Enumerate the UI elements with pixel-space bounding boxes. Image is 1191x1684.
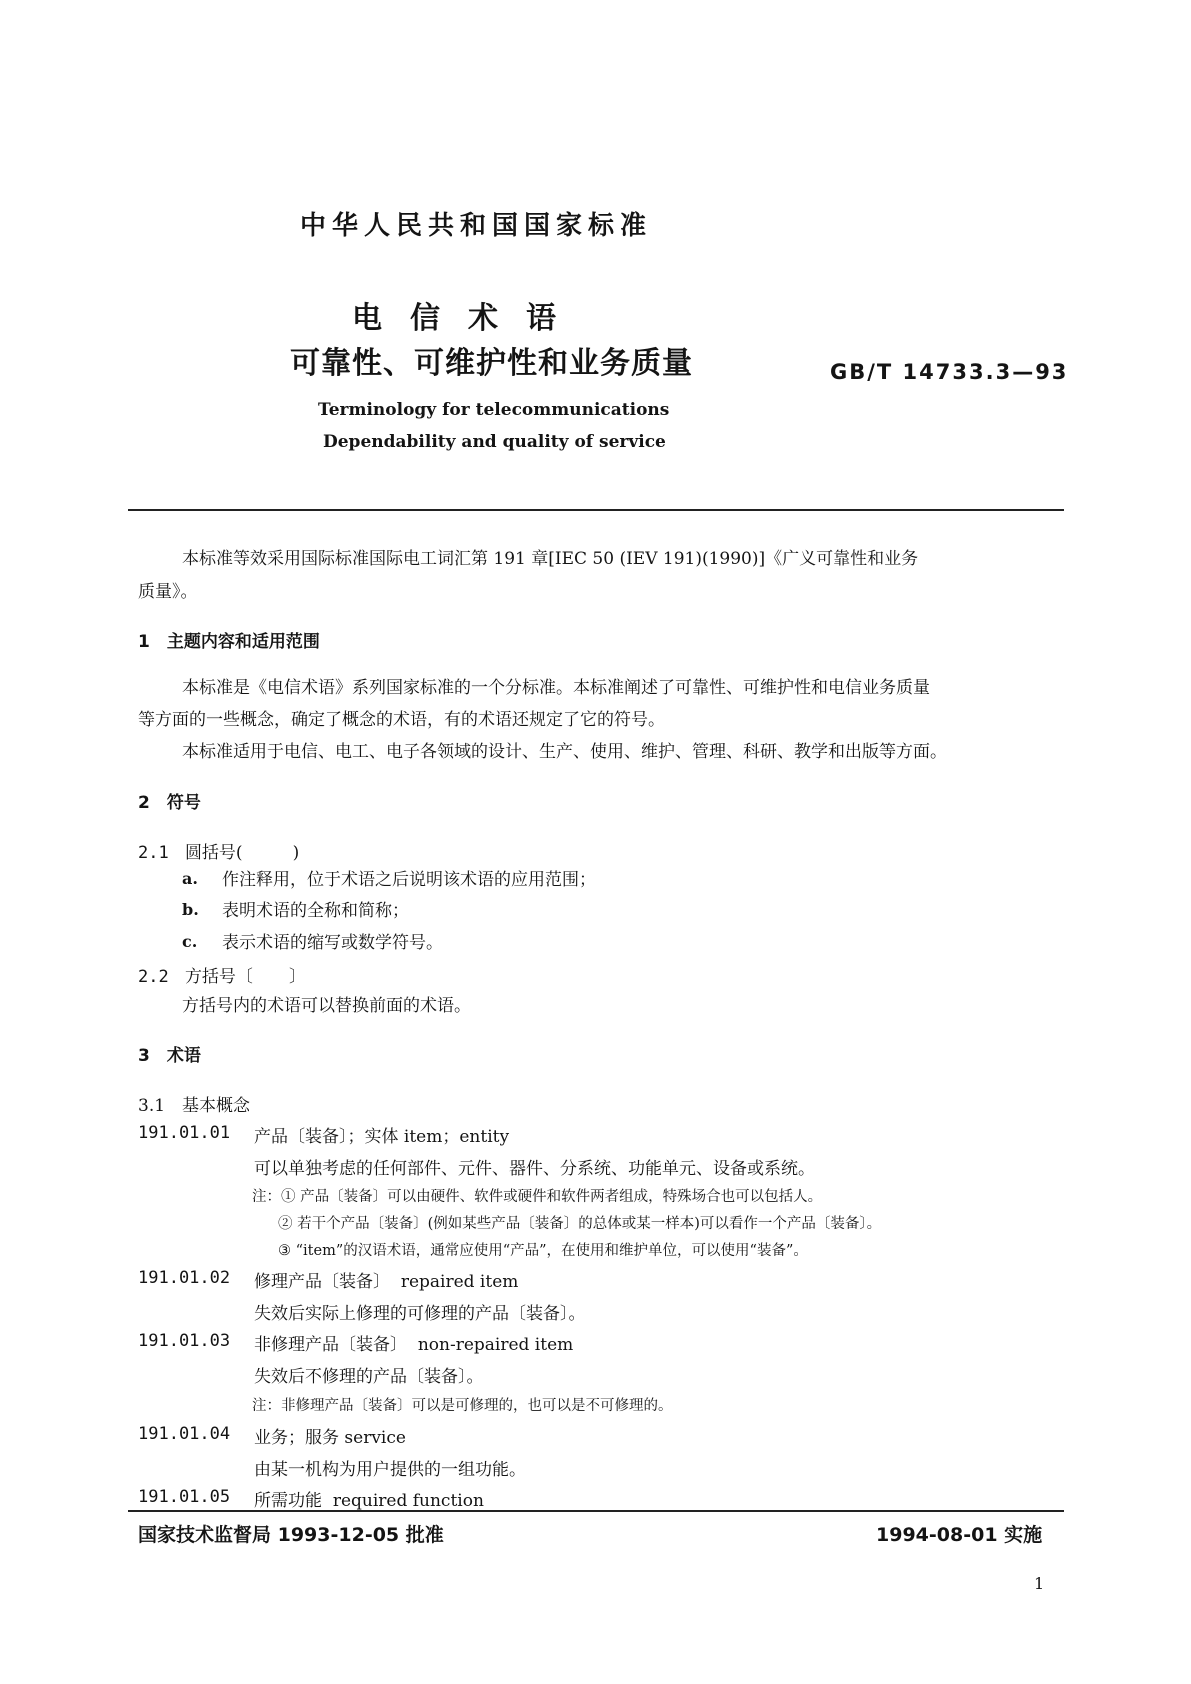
section2-1-heading [138, 838, 299, 863]
term-definition-191-01-01: 可以单独考虑的任何部件、元件、器件、分系统、功能单元、设备或系统。 [254, 1159, 815, 1179]
section1-para2: 本标准适用于电信、电工、电子各领域的设计、生产、使用、维护、管理、科研、教学和出版等方面。 [182, 742, 947, 762]
effective-date-line: 1994-08-01 实施 [876, 1524, 1043, 1546]
intro-line2: 质量》。 [138, 582, 198, 602]
section2-1-item-b-text: 表明术语的全称和简称； [222, 901, 409, 921]
section2-1-item-c-label: c. [182, 932, 198, 951]
section2-2-text: 方括号内的术语可以替换前面的术语。 [182, 996, 471, 1016]
term-name-191-01-03: 非修理产品〔装备〕 non-repaired item [254, 1335, 574, 1355]
term-name-191-01-05: 所需功能 required function [254, 1491, 484, 1511]
term-id-191-01-04: 191.01.04 [138, 1424, 231, 1444]
term-id-191-01-05: 191.01.05 [138, 1487, 231, 1507]
intro-line1: 本标准等效采用国际标准国际电工词汇第 191 章[IEC 50 (IEV 191)(1990)]《广义可靠性和业务 [182, 549, 919, 569]
section2-1-item-a-text: 作注释用，位于术语之后说明该术语的应用范围； [222, 870, 596, 890]
section3-1-heading: 3.1 基本概念 [138, 1096, 251, 1116]
term-note-191-01-01-3: ③ “item”的汉语术语，通常应使用“产品”，在使用和维护单位，可以使用“装备”。 [278, 1243, 808, 1259]
english-title-line2: Dependability and quality of service [323, 432, 666, 452]
term-id-191-01-01: 191.01.01 [138, 1123, 231, 1143]
section2-2-label-open: 方括号〔 [184, 967, 253, 987]
term-note-191-01-03: 注：非修理产品〔装备〕可以是可修理的，也可以是不可修理的。 [252, 1398, 673, 1414]
footer-divider [128, 1510, 1064, 1512]
section2-2-number: 2.2 [138, 967, 169, 987]
term-definition-191-01-04: 由某一机构为用户提供的一组功能。 [254, 1460, 526, 1480]
section1-para1-line1: 本标准是《电信术语》系列国家标准的一个分标准。本标准阐述了可靠性、可维护性和电信业务质量 [182, 678, 930, 698]
section3-heading: 3 术语 [138, 1046, 201, 1066]
term-id-191-01-03: 191.01.03 [138, 1331, 231, 1351]
section2-1-item-a-label: a. [182, 869, 198, 888]
document-subtitle: 可靠性、可维护性和业务质量 [290, 346, 693, 381]
term-name-191-01-02: 修理产品〔装备〕 repaired item [254, 1272, 519, 1292]
section2-1-label-close: ) [292, 843, 300, 863]
section2-2-heading [138, 962, 306, 987]
section1-heading: 1 主题内容和适用范围 [138, 632, 320, 652]
term-id-191-01-02: 191.01.02 [138, 1268, 231, 1288]
term-definition-191-01-02: 失效后实际上修理的可修理的产品〔装备〕。 [254, 1304, 586, 1324]
section2-1-item-c-text: 表示术语的缩写或数学符号。 [222, 933, 443, 953]
english-title-line1: Terminology for telecommunications [318, 400, 670, 420]
section1-para1-line2: 等方面的一些概念，确定了概念的术语，有的术语还规定了它的符号。 [138, 710, 665, 730]
section2-1-label-open: 圆括号( [184, 843, 243, 863]
section2-heading: 2 符号 [138, 793, 201, 813]
term-name-191-01-01: 产品〔装备〕；实体 item；entity [254, 1127, 510, 1147]
document-title: 电信术语 [352, 301, 584, 336]
header-divider [128, 509, 1064, 511]
term-note-191-01-01-1: 注：① 产品〔装备〕可以由硬件、软件或硬件和软件两者组成，特殊场合也可以包括人。 [252, 1189, 823, 1205]
term-note-191-01-01-2: ② 若干个产品〔装备〕(例如某些产品〔装备〕的总体或某一样本)可以看作一个产品〔装备〕。 [278, 1216, 882, 1232]
term-definition-191-01-03: 失效后不修理的产品〔装备〕。 [254, 1367, 484, 1387]
national-standard-heading: 中华人民共和国国家标准 [300, 211, 653, 241]
approval-line: 国家技术监督局 1993-12-05 批准 [138, 1524, 444, 1546]
section2-1-number: 2.1 [138, 843, 169, 863]
section2-1-item-b-label: b. [182, 900, 199, 919]
page-number: 1 [1034, 1574, 1045, 1593]
section2-2-label-close: 〕 [288, 967, 306, 987]
term-name-191-01-04: 业务；服务 service [254, 1428, 406, 1448]
standard-number: GB/T 14733.3—93 [830, 360, 1069, 384]
